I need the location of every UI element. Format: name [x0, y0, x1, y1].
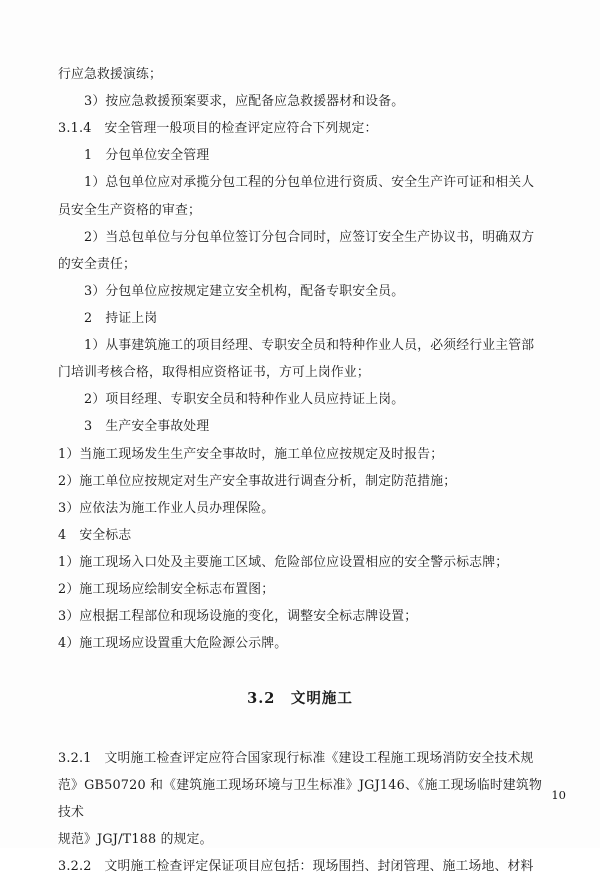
paragraph-line: 3）按应急救援预案要求，应配备应急救援器材和设备。 — [84, 94, 405, 110]
paragraph-line: 1）从事建筑施工的项目经理、专职安全员和特种作业人员，必须经行业主管部 — [84, 338, 535, 354]
paragraph-line: 的安全责任； — [58, 256, 136, 272]
paragraph-line: 1 分包单位安全管理 — [84, 148, 210, 164]
paragraph-line: 规范》JGJ/T188 的规定。 — [58, 831, 213, 847]
paragraph-line: 2）施工单位应按规定对生产安全事故进行调查分析，制定防范措施； — [58, 473, 457, 489]
document-body — [58, 62, 542, 881]
paragraph-line: 2）项目经理、专职安全员和特种作业人员应持证上岗。 — [84, 392, 405, 408]
paragraph-line: 3）应依法为施工作业人员办理保险。 — [58, 500, 275, 516]
paragraph-line: 1）当施工现场发生生产安全事故时，施工单位应按规定及时报告； — [58, 446, 444, 462]
page-number: 10 — [551, 788, 566, 802]
paragraph-line: 2）当总包单位与分包单位签订分包合同时，应签订安全生产协议书，明确双方 — [84, 229, 535, 245]
paragraph-line: 1）总包单位应对承揽分包工程的分包单位进行资质、安全生产许可证和相关人 — [84, 175, 535, 191]
section-gap — [58, 738, 542, 746]
paragraph-line: 门培训考核合格，取得相应资格证书，方可上岗作业； — [58, 365, 370, 381]
paragraph-line: 4）施工现场应设置重大危险源公示牌。 — [58, 636, 288, 652]
paragraph-line: 3 生产安全事故处理 — [84, 419, 210, 435]
paragraph-line: 3）分包单位应按规定建立安全机构，配备专职安全员。 — [84, 283, 405, 299]
paragraph-line: 2 持证上岗 — [84, 310, 158, 326]
paragraph-line: 范》GB50720 和《建筑施工现场环境与卫生标准》JGJ146、《施工现场临时建筑物技术 — [58, 778, 542, 820]
paragraph-line: 4 安全标志 — [58, 527, 132, 543]
paragraph-line: 3）应根据工程部位和现场设施的变化，调整安全标志牌设置； — [58, 609, 418, 625]
section-heading: 3.2 文明施工 — [247, 689, 353, 707]
clause-heading: 3.2.2 文明施工检查评定保证项目应包括：现场围挡、封闭管理、施工场地、材料 — [58, 859, 534, 874]
paragraph-line: 员安全生产资格的审查； — [58, 202, 201, 218]
paragraph-line: 2）施工现场应绘制安全标志布置图； — [58, 582, 275, 598]
paragraph-line: 1）施工现场入口处及主要施工区域、危险部位应设置相应的安全警示标志牌； — [58, 554, 509, 570]
clause-heading: 3.2.1 文明施工检查评定应符合国家现行标准《建设工程施工现场消防安全技术规 — [58, 751, 534, 767]
paragraph-line: 行应急救援演练； — [58, 67, 162, 82]
clause-heading: 3.1.4 安全管理一般项目的检查评定应符合下列规定： — [58, 121, 378, 137]
